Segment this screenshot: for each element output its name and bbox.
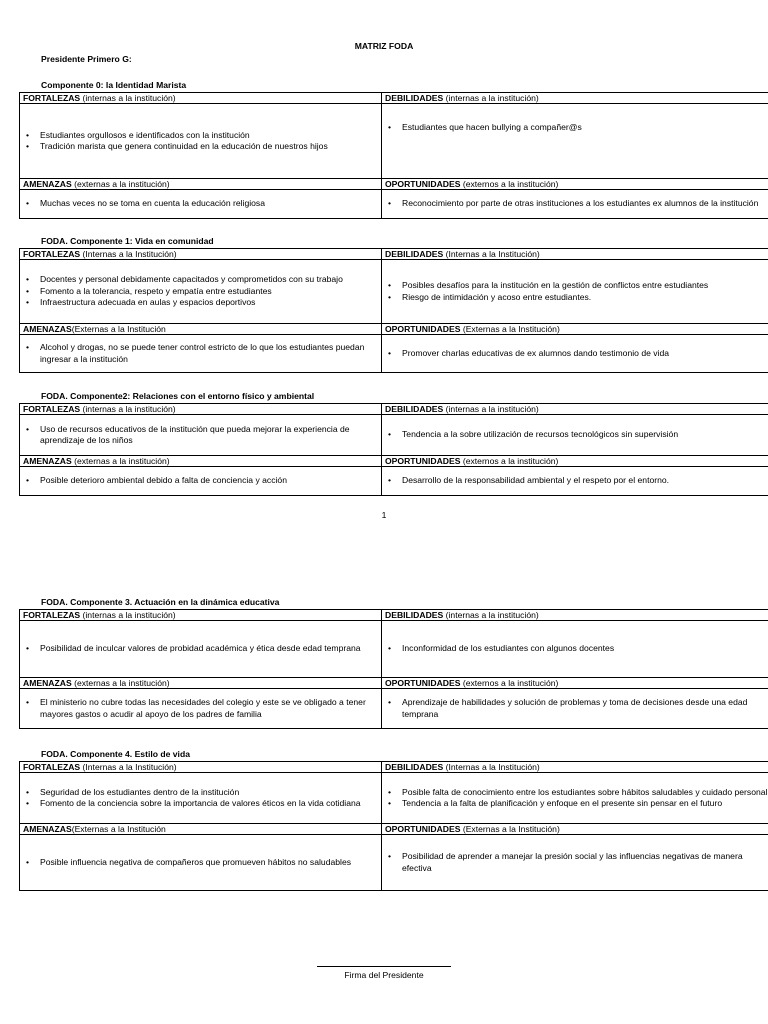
list-item: • Inconformidad de los estudiantes con algunos docentes xyxy=(402,643,768,655)
header-fortalezas: FORTALEZAS (Internas a la Institución) xyxy=(20,249,382,260)
list-item: • Fomento a la tolerancia, respeto y empatía entre estudiantes xyxy=(40,286,378,298)
header-oportunidades: OPORTUNIDADES (externos a la institución) xyxy=(382,678,768,689)
list-item: • Promover charlas educativas de ex alumnos dando testimonio de vida xyxy=(402,348,768,360)
cell-debilidades xyxy=(382,773,768,824)
foda-table-2 xyxy=(19,403,768,496)
header-fortalezas: FORTALEZAS (Internas a la Institución) xyxy=(20,762,382,773)
list-item: • Docentes y personal debidamente capacitados y comprometidos con su trabajo xyxy=(40,274,378,286)
header-debilidades: DEBILIDADES (internas a la institución) xyxy=(382,404,768,415)
header-debilidades: DEBILIDADES (Internas a la Institución) xyxy=(382,762,768,773)
foda-table-3 xyxy=(19,609,768,729)
list-item: • Reconocimiento por parte de otras instituciones a los estudiantes ex alumnos de la institución xyxy=(402,198,768,210)
cell-amenazas xyxy=(20,335,382,373)
list-item: • Posible deterioro ambiental debido a falta de conciencia y acción xyxy=(40,475,378,487)
header-oportunidades: OPORTUNIDADES (Externas a la Institución) xyxy=(382,324,768,335)
cell-oportunidades xyxy=(382,467,768,496)
list-item: • Tradición marista que genera continuidad en la educación de nuestros hijos xyxy=(40,141,378,153)
document-title: MATRIZ FODA xyxy=(354,41,414,51)
cell-amenazas xyxy=(20,835,382,891)
list-item: • Aprendizaje de habilidades y solución de problemas y toma de decisiones desde una edad temprana xyxy=(402,697,768,720)
cell-debilidades xyxy=(382,104,768,179)
list-item: • Desarrollo de la responsabilidad ambiental y el respeto por el entorno. xyxy=(402,475,768,487)
cell-oportunidades xyxy=(382,335,768,373)
section-title-3: FODA. Componente 3. Actuación en la dinámica educativa xyxy=(41,597,280,607)
list-item: • Posibles desafíos para la institución en la gestión de conflictos entre estudiantes xyxy=(402,280,768,292)
section-title-2: FODA. Componente2: Relaciones con el entorno físico y ambiental xyxy=(41,391,315,401)
header-debilidades: DEBILIDADES (internas a la institución) xyxy=(382,93,768,104)
header-amenazas: AMENAZAS(Externas a la Institución xyxy=(20,824,382,835)
header-amenazas: AMENAZAS (externas a la institución) xyxy=(20,179,382,190)
header-amenazas: AMENAZAS (externas a la institución) xyxy=(20,456,382,467)
list-item: • Riesgo de intimidación y acoso entre estudiantes. xyxy=(402,292,768,304)
list-item: • Estudiantes orgullosos e identificados con la institución xyxy=(40,130,378,142)
section-title-4: FODA. Componente 4. Estilo de vida xyxy=(41,749,190,759)
section-title-0: Componente 0: la Identidad Marista xyxy=(41,80,187,90)
cell-oportunidades xyxy=(382,835,768,891)
cell-amenazas xyxy=(20,689,382,729)
signature-line xyxy=(317,966,451,967)
list-item: • Posible influencia negativa de compañeros que promueven hábitos no saludables xyxy=(40,857,378,869)
list-item: • Tendencia a la sobre utilización de recursos tecnológicos sin supervisión xyxy=(402,429,768,441)
header-oportunidades: OPORTUNIDADES (externos a la institución) xyxy=(382,456,768,467)
section-title-1: FODA. Componente 1: Vida en comunidad xyxy=(41,236,214,246)
list-item: • Posible falta de conocimiento entre los estudiantes sobre hábitos saludables y cuidado personal xyxy=(402,787,768,799)
cell-fortalezas xyxy=(20,415,382,456)
list-item: • Tendencia a la falta de planificación y enfoque en el presente sin pensar en el futuro xyxy=(402,798,768,810)
list-item: • Muchas veces no se toma en cuenta la educación religiosa xyxy=(40,198,378,210)
page-number: 1 xyxy=(381,510,387,520)
foda-table-1 xyxy=(19,248,768,373)
foda-table-0 xyxy=(19,92,768,219)
header-amenazas: AMENAZAS(Externas a la Institución xyxy=(20,324,382,335)
cell-amenazas xyxy=(20,190,382,219)
list-item: • Fomento de la conciencia sobre la importancia de valores éticos en la vida cotidiana xyxy=(40,798,378,810)
header-fortalezas: FORTALEZAS (internas a la institución) xyxy=(20,93,382,104)
president-line: Presidente Primero G: xyxy=(41,54,132,64)
cell-fortalezas xyxy=(20,621,382,678)
header-debilidades: DEBILIDADES (internas a la institución) xyxy=(382,610,768,621)
foda-table-4 xyxy=(19,761,768,891)
cell-debilidades xyxy=(382,621,768,678)
signature-label: Firma del Presidente xyxy=(344,970,424,980)
header-oportunidades: OPORTUNIDADES (Externas a la Institución) xyxy=(382,824,768,835)
list-item: • Seguridad de los estudiantes dentro de la institución xyxy=(40,787,378,799)
cell-oportunidades xyxy=(382,190,768,219)
header-amenazas: AMENAZAS (externas a la institución) xyxy=(20,678,382,689)
header-oportunidades: OPORTUNIDADES (externos a la institución) xyxy=(382,179,768,190)
list-item: • Posibilidad de inculcar valores de probidad académica y ética desde edad temprana xyxy=(40,643,378,655)
header-fortalezas: FORTALEZAS (internas a la institución) xyxy=(20,610,382,621)
list-item: • Alcohol y drogas, no se puede tener control estricto de lo que los estudiantes puedan ingresar a la institución xyxy=(40,342,378,365)
list-item: • Estudiantes que hacen bullying a compañer@s xyxy=(402,122,768,134)
cell-fortalezas xyxy=(20,104,382,179)
cell-fortalezas xyxy=(20,773,382,824)
header-debilidades: DEBILIDADES (Internas a la Institución) xyxy=(382,249,768,260)
list-item: • El ministerio no cubre todas las necesidades del colegio y este se ve obligado a tener mayores gastos o acudir al apoyo de los padres de familia xyxy=(40,697,378,720)
list-item: • Posibilidad de aprender a manejar la presión social y las influencias negativas de manera efectiva xyxy=(402,851,768,874)
cell-debilidades xyxy=(382,415,768,456)
cell-oportunidades xyxy=(382,689,768,729)
list-item: • Uso de recursos educativos de la institución que pueda mejorar la experiencia de aprendizaje de los niños xyxy=(40,424,378,447)
cell-amenazas xyxy=(20,467,382,496)
cell-debilidades xyxy=(382,260,768,324)
list-item: • Infraestructura adecuada en aulas y espacios deportivos xyxy=(40,297,378,309)
header-fortalezas: FORTALEZAS (internas a la institución) xyxy=(20,404,382,415)
cell-fortalezas xyxy=(20,260,382,324)
